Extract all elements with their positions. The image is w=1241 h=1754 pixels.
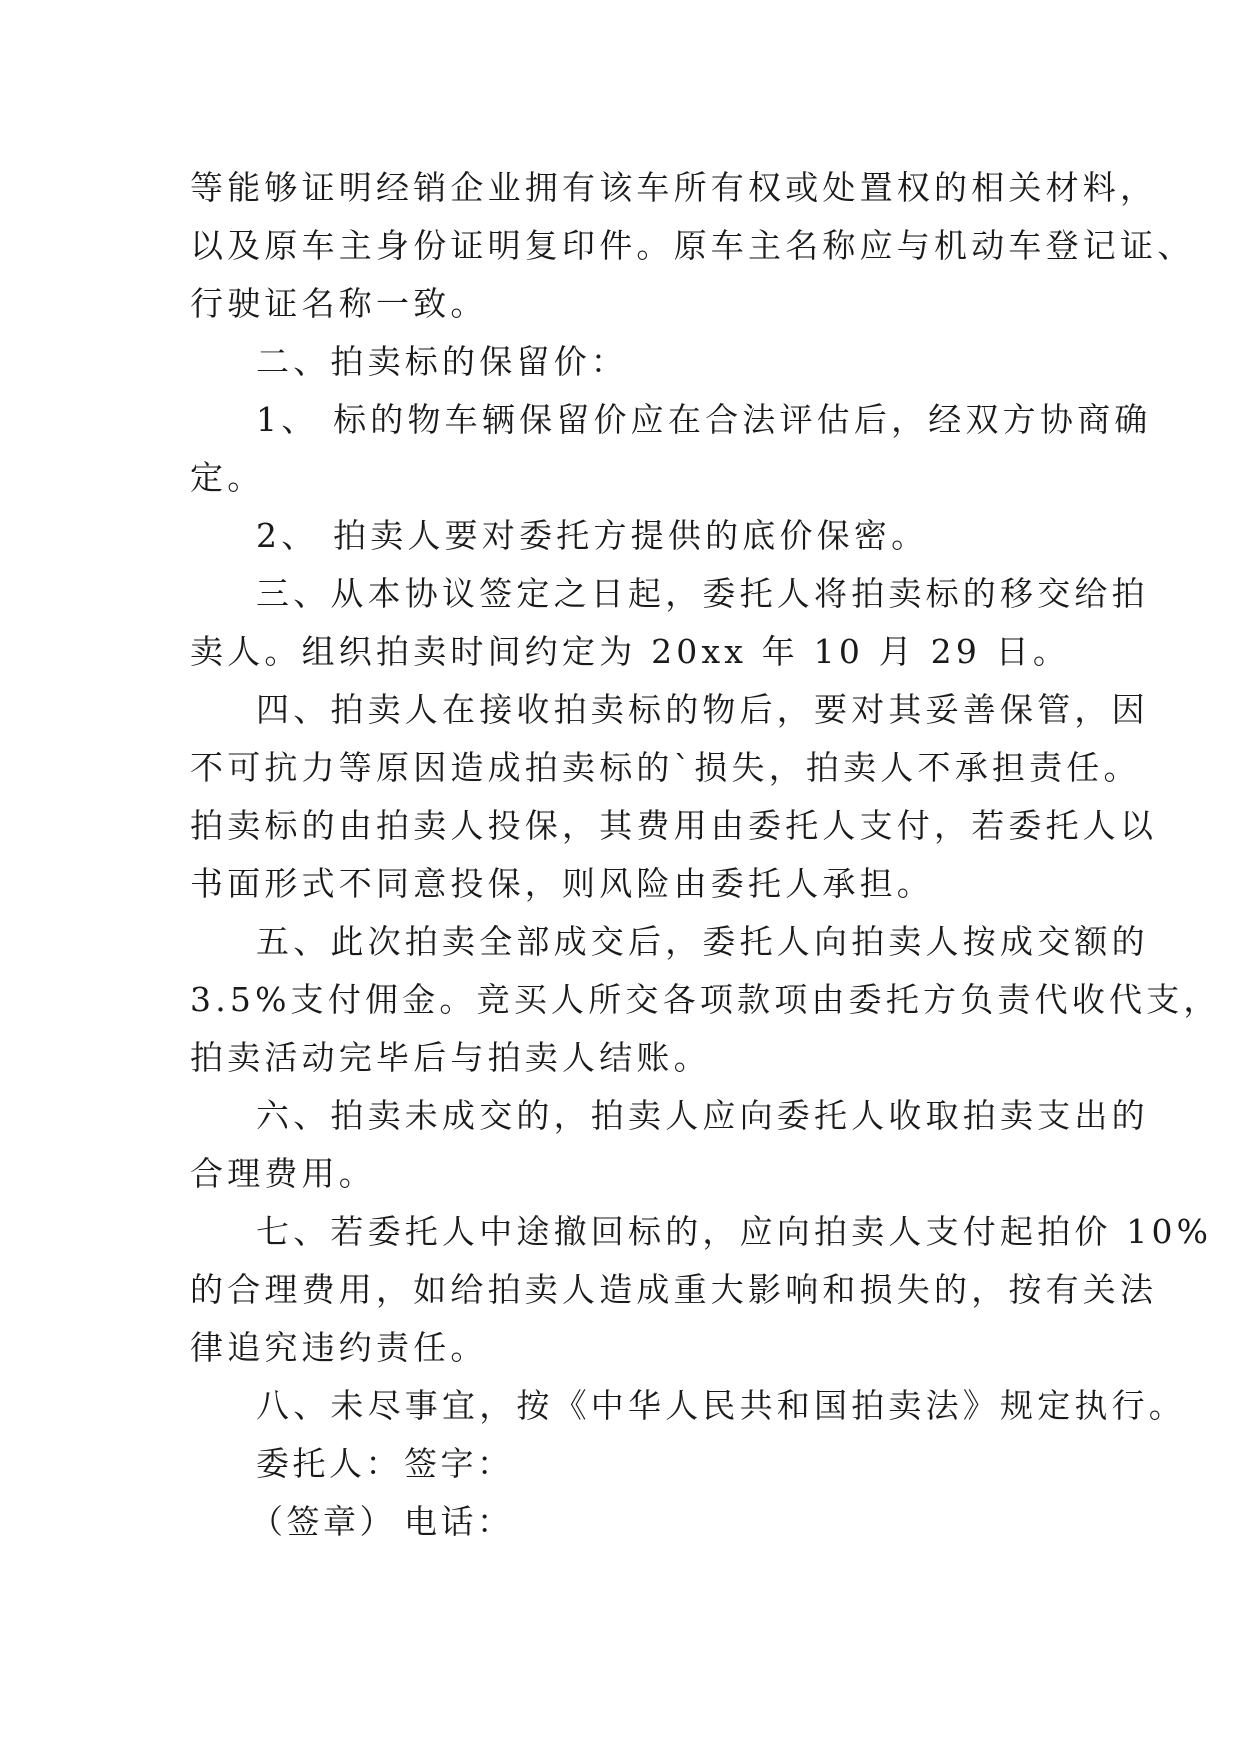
phone-label: 电话： xyxy=(404,1502,514,1541)
paragraph-line: 书面形式不同意投保，则风险由委托人承担。 xyxy=(190,864,934,903)
paragraph-line: 的合理费用，如给拍卖人造成重大影响和损失的，按有关法 xyxy=(190,1270,1158,1309)
paragraph-line: 1、 标的物车辆保留价应在合法评估后，经双方协商确 xyxy=(256,400,1152,439)
principal-label: 委托人： xyxy=(256,1444,402,1483)
paragraph-line: 合理费用。 xyxy=(190,1154,376,1193)
paragraph-line: 2、 拍卖人要对委托方提供的底价保密。 xyxy=(256,516,929,555)
sign-label: 签字： xyxy=(404,1444,514,1483)
paragraph-line: 六、拍卖未成交的，拍卖人应向委托人收取拍卖支出的 xyxy=(256,1096,1149,1135)
paragraph-line: 卖人。组织拍卖时间约定为 20xx 年 10 月 29 日。 xyxy=(190,632,1071,671)
paragraph-line: 三、从本协议签定之日起，委托人将拍卖标的移交给拍 xyxy=(256,574,1149,613)
paragraph-line: 八、未尽事宜，按《中华人民共和国拍卖法》规定执行。 xyxy=(256,1386,1186,1425)
paragraph-line: 七、若委托人中途撤回标的，应向拍卖人支付起拍价 10% xyxy=(256,1212,1213,1251)
paragraph-line: 等能够证明经销企业拥有该车所有权或处置权的相关材料， xyxy=(190,168,1158,207)
paragraph-line: 拍卖标的由拍卖人投保，其费用由委托人支付，若委托人以 xyxy=(190,806,1158,845)
paragraph-line: 不可抗力等原因造成拍卖标的`损失，拍卖人不承担责任。 xyxy=(190,748,1141,787)
paragraph-line: 定。 xyxy=(190,458,265,497)
section-heading: 二、拍卖标的保留价： xyxy=(256,342,628,381)
paragraph-line: 行驶证名称一致。 xyxy=(190,284,488,323)
paragraph-line: 拍卖活动完毕后与拍卖人结账。 xyxy=(190,1038,711,1077)
paragraph-line: 五、此次拍卖全部成交后，委托人向拍卖人按成交额的 xyxy=(256,922,1149,961)
paragraph-line: 四、拍卖人在接收拍卖标的物后，要对其妥善保管，因 xyxy=(256,690,1149,729)
paragraph-line: 律追究违约责任。 xyxy=(190,1328,488,1367)
seal-label: （签章） xyxy=(250,1502,396,1541)
paragraph-line: 3.5%支付佣金。竞买人所交各项款项由委托方负责代收代支， xyxy=(190,980,1221,1019)
paragraph-line: 以及原车主身份证明复印件。原车主名称应与机动车登记证、 xyxy=(190,226,1195,265)
